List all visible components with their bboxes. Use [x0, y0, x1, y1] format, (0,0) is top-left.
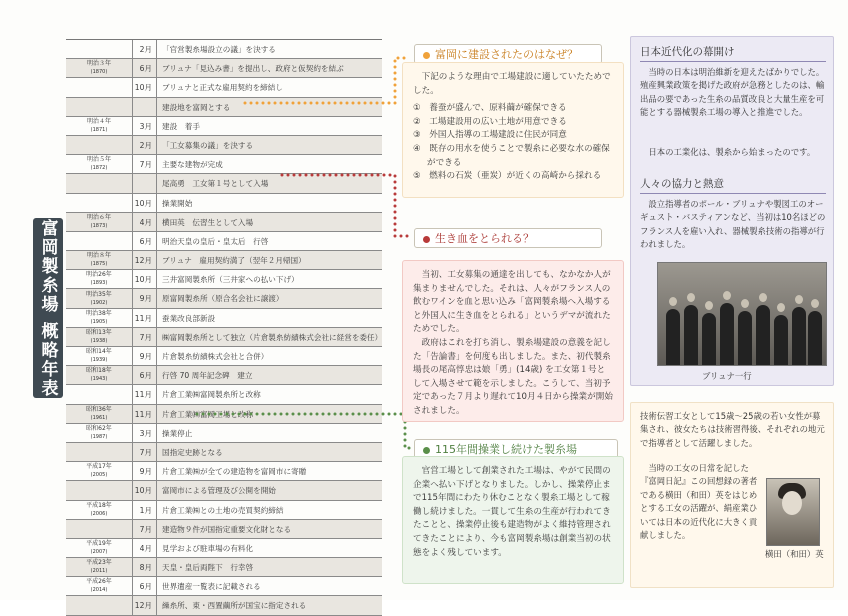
timeline-table	[66, 39, 382, 616]
timeline-month: 9月	[133, 289, 157, 307]
bullet-dot-icon	[423, 52, 430, 59]
box2-paragraph-1: 当初、工女募集の通達を出しても、なかなか人が集まりませんでした。それは、人々がフランス人の飲むワインを血と思い込み「富岡製糸場へ入場すると外国人に生き血をとられる」というデマが流れたためでした。	[413, 270, 611, 335]
timeline-month: 3月	[133, 117, 157, 135]
timeline-row	[66, 136, 382, 155]
timeline-row	[66, 155, 382, 174]
timeline-row	[66, 309, 382, 328]
box1-list	[413, 102, 613, 184]
timeline-era	[66, 232, 133, 250]
timeline-month: 11月	[133, 309, 157, 327]
timeline-event: 片倉工業㈱が全ての建造物を富岡市に寄贈	[162, 467, 307, 477]
timeline-month: 6月	[133, 366, 157, 384]
timeline-row	[66, 289, 382, 308]
bullet-dot-icon	[423, 447, 430, 454]
timeline-row	[66, 481, 382, 500]
timeline-era	[66, 443, 133, 461]
timeline-month: 8月	[133, 558, 157, 576]
timeline-month: 6月	[133, 59, 157, 77]
box1-list-item: ④ 既存の用水を使うことで製糸に必要な水の確保ができる	[413, 143, 610, 168]
bullet-dot-icon	[423, 236, 430, 243]
timeline-era: 明治４年 (1871)	[66, 117, 133, 135]
timeline-month: 12月	[133, 251, 157, 269]
text-cooperation: 設立指導者のポール・ブリュナや製図工のオーギュスト・バスティアンなど、当初は10名ほどのフランス人を雇い入れ、器械製糸技術の指導が行われました。	[640, 199, 826, 250]
timeline-event: 世界遺産一覧表に記載される	[162, 582, 261, 592]
timeline-era	[66, 136, 133, 154]
timeline-row	[66, 174, 382, 193]
timeline-month: 7月	[133, 443, 157, 461]
timeline-row	[66, 328, 382, 347]
timeline-month: 10月	[133, 194, 157, 212]
yokota-ei-portrait	[766, 478, 820, 546]
timeline-event: 建造物９件が国指定重要文化財となる	[157, 520, 382, 538]
timeline-era	[66, 98, 133, 116]
timeline-event: 片倉工業㈱富岡製糸所と改称	[162, 390, 261, 400]
timeline-month: 9月	[133, 462, 157, 480]
timeline-month: 6月	[133, 577, 157, 595]
timeline-event: 原富岡製糸所（原合名会社に譲渡）	[157, 289, 382, 307]
timeline-month: 4月	[133, 213, 157, 231]
timeline-row	[66, 251, 382, 270]
timeline-event: 横田英 伝習生として入場	[157, 213, 382, 231]
brunat-group-photo	[657, 262, 827, 366]
text-tomioka-diary: 当時の工女の日常を記した『富岡日記』この回想録の著者である横田（和田）英をはじめとする工女の活躍が、絹産業ひいては日本の近代化に大きく貢献しました。	[640, 463, 758, 541]
timeline-row	[66, 194, 382, 213]
timeline-era: 平成23年 (2011)	[66, 558, 133, 576]
timeline-row	[66, 366, 382, 385]
box3-title: 115年間操業し続けた製糸場	[414, 439, 618, 459]
timeline-row	[66, 347, 382, 366]
box1-list-item: ③ 外国人指導の工場建設に住民が同意	[413, 130, 567, 141]
portrait-caption: 横田（和田）英	[765, 549, 824, 559]
text-trainees: 技術伝習工女として15歳～25歳の若い女性が募集され、彼女たちは技術習得後、それぞれの地元で指導者として活躍しました。	[640, 411, 825, 448]
text-modernization: 当時の日本は明治維新を迎えたばかりでした。殖産興業政策を掲げた政府が急務としたのは、輸出品の要であった生糸の品質改良と大量生産を可能とする器械製糸工場の導入と推進でした。	[640, 67, 825, 118]
timeline-month	[133, 174, 157, 192]
timeline-era: 平成17年 (2005)	[66, 462, 133, 480]
timeline-month: 9月	[133, 347, 157, 365]
timeline-era: 明治５年 (1872)	[66, 155, 133, 173]
timeline-event: 天皇・皇后両陛下 行幸啓	[157, 558, 382, 576]
timeline-era	[66, 194, 133, 212]
timeline-month: 7月	[133, 155, 157, 173]
timeline-row	[66, 443, 382, 462]
timeline-row	[66, 520, 382, 539]
timeline-row	[66, 117, 382, 136]
timeline-event: 片倉工業㈱との土地の売買契約締結	[162, 505, 284, 515]
timeline-event: 「工女募集の議」を決する	[157, 136, 382, 154]
timeline-era: 平成26年 (2014)	[66, 577, 133, 595]
box1-intro: 下記のような理由で工場建設に適していたためでした。	[413, 72, 611, 96]
timeline-row	[66, 577, 382, 596]
timeline-month: 11月	[133, 385, 157, 403]
timeline-row	[66, 462, 382, 481]
timeline-era: 明治35年 (1902)	[66, 289, 133, 307]
timeline-month: 7月	[133, 520, 157, 538]
timeline-event: 操業停止	[162, 428, 193, 438]
timeline-month: 3月	[133, 424, 157, 442]
box2-paragraph-2: 政府はこれを打ち消し、製糸場建設の意義を記した「告論書」を何度も出しました。また、初代製糸場長の尾高惇忠は娘「勇」(14歳) を工女第１号として入場させて範を示しました。こうして、当初予定であった７月より遅れて10月４日から操業が開始されました。	[413, 337, 613, 416]
timeline-row	[66, 40, 382, 59]
timeline-month: 4月	[133, 539, 157, 557]
timeline-event: 見学および駐車場の有料化	[162, 543, 254, 553]
timeline-month: 7月	[133, 328, 157, 346]
timeline-era: 昭和62年 (1987)	[66, 424, 133, 442]
box2-blood-rumor	[402, 260, 624, 422]
timeline-row	[66, 558, 382, 577]
timeline-month: 6月	[133, 232, 157, 250]
timeline-row	[66, 385, 382, 404]
timeline-month: 11月	[133, 405, 157, 423]
timeline-row	[66, 232, 382, 251]
timeline-era: 明治６年 (1873)	[66, 213, 133, 231]
timeline-event: 操業開始	[162, 198, 193, 208]
photo-caption: ブリュナ一行	[702, 371, 752, 381]
timeline-era: 平成18年 (2006)	[66, 501, 133, 519]
timeline-month: 10月	[133, 481, 157, 499]
box3-115-years	[402, 456, 624, 584]
timeline-event: 主要な建物が完成	[162, 160, 223, 170]
timeline-event: ㈱富岡製糸所として独立（片倉製糸紡績株式会社に経営を委任）	[157, 328, 382, 346]
vertical-title: 富岡製糸場 概略年表	[33, 218, 63, 398]
timeline-era: 明治３年 (1870)	[66, 59, 133, 77]
timeline-event: 行啓 70 周年記念碑 建立	[157, 366, 382, 384]
timeline-month: 10月	[133, 78, 157, 96]
timeline-row	[66, 59, 382, 78]
timeline-event: 繰糸所、東・西置繭所が国宝に指定される	[157, 596, 382, 614]
timeline-event: 片倉製糸紡績株式会社と合併）	[162, 352, 269, 361]
timeline-row	[66, 501, 382, 520]
timeline-era	[66, 174, 133, 192]
timeline-era	[66, 520, 133, 538]
timeline-month: 1月	[133, 501, 157, 519]
timeline-month: 2月	[133, 40, 157, 58]
timeline-month: 10月	[133, 270, 157, 288]
timeline-era: 明治８年 (1875)	[66, 251, 133, 269]
timeline-event: ブリュナ「見込み書」を提出し、政府と仮契約を結ぶ	[157, 59, 382, 77]
timeline-era: 昭和18年 (1943)	[66, 366, 133, 384]
timeline-event: 富岡市による管理及び公開を開始	[157, 481, 382, 499]
timeline-event: ブリュナ 雇用契約満了（翌年２月帰国）	[157, 251, 382, 269]
heading-modernization: 日本近代化の幕開け	[640, 44, 826, 62]
timeline-event: 明治天皇の皇后・皇太后 行啓	[162, 236, 269, 246]
timeline-event: 国指定史跡となる	[157, 443, 382, 461]
box1-list-item: ① 養蚕が盛んで、原料繭が確保できる	[413, 103, 567, 114]
timeline-row	[66, 270, 382, 289]
timeline-era	[66, 596, 133, 614]
timeline-row	[66, 539, 382, 558]
timeline-era: 昭和14年 (1939)	[66, 347, 133, 365]
timeline-row	[66, 405, 382, 424]
box1-list-item: ② 工場建設用の広い土地が用意できる	[413, 116, 567, 127]
text-industrialization: 日本の工業化は、製糸から始まったのです。	[648, 147, 816, 157]
box1-title: 富岡に建設されたのはなぜ？	[414, 44, 602, 64]
timeline-era: 昭和13年 (1938)	[66, 328, 133, 346]
timeline-era	[66, 78, 133, 96]
box2-title: 生き血をとられる？	[414, 228, 602, 248]
timeline-month	[133, 98, 157, 116]
timeline-row	[66, 596, 382, 615]
timeline-month: 2月	[133, 136, 157, 154]
timeline-era: 明治38年 (1905)	[66, 309, 133, 327]
timeline-event: 蚕業改良部新設	[162, 313, 216, 323]
timeline-era: 平成19年 (2007)	[66, 539, 133, 557]
timeline-era	[66, 40, 133, 58]
timeline-era	[66, 481, 133, 499]
timeline-era	[66, 385, 133, 403]
timeline-row	[66, 424, 382, 443]
timeline-event: 「官営製糸場設立の議」を決する	[162, 45, 276, 54]
timeline-row	[66, 98, 382, 117]
timeline-event: 尾高勇 工女第１号として入場	[157, 174, 382, 192]
timeline-event: ブリュナと正式な雇用契約を締結し	[162, 83, 283, 93]
box1-list-item: ⑤ 燃料の石炭（亜炭）が近くの高崎から採れる	[413, 171, 602, 182]
timeline-event: 建設地を富岡とする	[157, 98, 382, 116]
timeline-month: 12月	[133, 596, 157, 614]
timeline-event: 建設 着手	[162, 121, 200, 131]
box1-why-tomioka	[402, 62, 624, 198]
timeline-event: 片倉工業㈱富岡工場と改称	[157, 405, 382, 423]
timeline-event: 三井富岡製糸所（三井家への払い下げ）	[162, 275, 299, 285]
heading-cooperation: 人々の協力と熱意	[640, 176, 826, 194]
timeline-era: 明治26年 (1893)	[66, 270, 133, 288]
box3-paragraph: 官営工場として創業された工場は、やがて民間の企業へ払い下げとなりました。しかし、操業停止まで115年間にわたり休むことなく製糸工場として稼働し続けました。一貫して生糸の生産が行われてきたことと、操業停止後も建造物がよく維持管理されてきたことにより、今も富岡製糸場は創業当初の状態をよく残しています。	[413, 466, 611, 558]
timeline-row	[66, 78, 382, 97]
timeline-era: 昭和36年 (1961)	[66, 405, 133, 423]
timeline-row	[66, 213, 382, 232]
